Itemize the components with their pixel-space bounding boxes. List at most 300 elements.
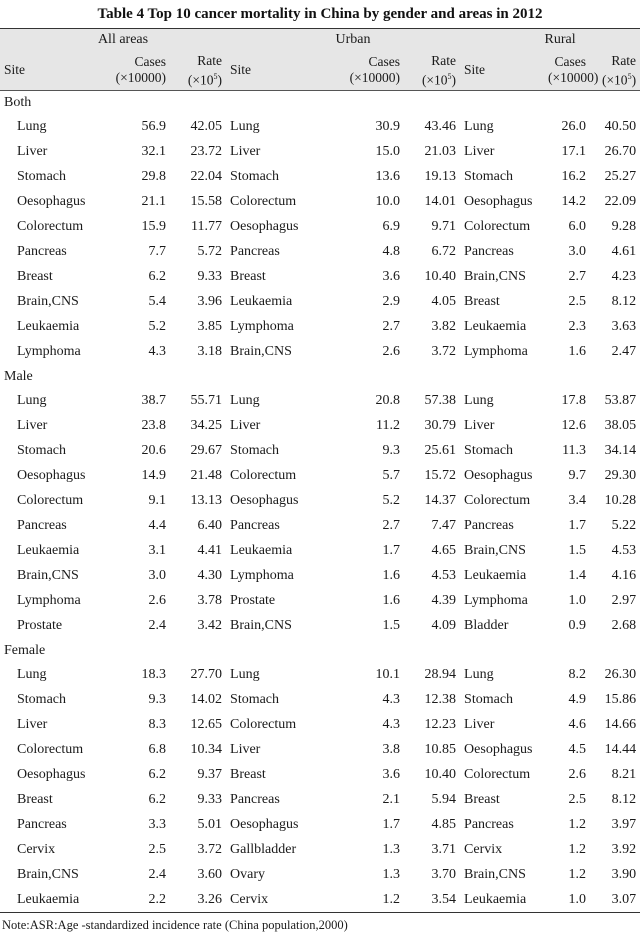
site-urban-cell: Oesophagus	[230, 817, 299, 832]
rate-unit-base: (×10	[601, 72, 628, 87]
cases-urban-cell: 2.6	[382, 344, 401, 359]
column-header-row	[0, 51, 640, 91]
rate-unit-end: )	[217, 72, 223, 87]
site-rural-cell: Oesophagus	[464, 468, 533, 483]
cases-urban-cell: 5.7	[382, 468, 401, 483]
rate-rural-cell: 5.22	[611, 518, 637, 533]
cases-all-cell: 21.1	[141, 194, 166, 209]
cases-urban-cell: 11.2	[376, 418, 401, 433]
site-urban-cell: Stomach	[230, 692, 280, 707]
table-row	[0, 589, 640, 614]
table-row	[0, 688, 640, 713]
site-rural-cell: Colorectum	[464, 767, 531, 782]
table-row	[0, 240, 640, 265]
table-row	[0, 813, 640, 838]
site-all-cell: Lymphoma	[17, 593, 81, 608]
cases-urban-cell: 1.3	[382, 842, 401, 857]
cases-header-rural	[548, 51, 599, 91]
rate-rural-cell: 14.66	[604, 717, 637, 732]
site-rural-cell: Bladder	[464, 618, 509, 633]
site-rural-cell: Stomach	[464, 692, 514, 707]
cases-all-cell: 2.4	[148, 618, 166, 633]
table-row	[0, 389, 640, 414]
site-rural-cell: Pancreas	[464, 244, 514, 259]
site-all-cell: Liver	[17, 144, 48, 159]
site-header-urban: Site	[226, 51, 326, 91]
table-row	[0, 340, 640, 365]
rate-urban-cell: 14.37	[424, 493, 457, 508]
rate-all-cell: 29.67	[190, 443, 223, 458]
group-header-rural: Rural	[460, 29, 640, 51]
rate-urban-cell: 4.65	[431, 543, 457, 558]
rate-urban-cell: 4.53	[431, 568, 457, 583]
cases-all-cell: 29.8	[141, 169, 166, 184]
rate-urban-cell: 19.13	[424, 169, 457, 184]
site-all-cell: Lung	[17, 119, 47, 134]
rate-all-cell: 3.18	[197, 344, 223, 359]
cases-rural-cell: 2.3	[568, 319, 587, 334]
rate-all-cell: 3.78	[197, 593, 223, 608]
rate-all-cell: 23.72	[190, 144, 223, 159]
table-note: Note:ASR:Age -standardized incidence rate (China population,2000)	[2, 918, 348, 932]
cases-rural-cell: 6.0	[568, 219, 587, 234]
site-all-cell: Lung	[17, 667, 47, 682]
site-rural-cell: Brain,CNS	[464, 543, 526, 558]
site-rural-cell: Liver	[464, 144, 495, 159]
cases-unit: (×10000)	[548, 70, 599, 86]
cases-rural-cell: 2.5	[568, 294, 587, 309]
cases-all-cell: 15.9	[141, 219, 166, 234]
site-all-cell: Leukaemia	[17, 543, 80, 558]
table-row	[0, 190, 640, 215]
table-row	[0, 115, 640, 140]
table-row	[0, 539, 640, 564]
site-all-cell: Colorectum	[17, 742, 84, 757]
rate-all-cell: 13.13	[190, 493, 223, 508]
rate-all-cell: 21.48	[190, 468, 223, 483]
site-rural-cell: Colorectum	[464, 493, 531, 508]
rate-rural-cell: 14.44	[604, 742, 637, 757]
site-urban-cell: Oesophagus	[230, 219, 299, 234]
cases-rural-cell: 2.6	[568, 767, 587, 782]
cases-urban-cell: 1.6	[382, 568, 401, 583]
cases-rural-cell: 3.4	[568, 493, 587, 508]
cases-urban-cell: 10.1	[375, 667, 401, 682]
cases-rural-cell: 1.2	[568, 842, 587, 857]
rate-rural-cell: 10.28	[604, 493, 637, 508]
site-urban-cell: Lung	[230, 667, 260, 682]
rate-urban-cell: 15.72	[424, 468, 457, 483]
table-row	[0, 888, 640, 913]
table-row	[0, 489, 640, 514]
site-all-cell: Oesophagus	[17, 194, 86, 209]
rate-urban-cell: 7.47	[431, 518, 457, 533]
rate-all-cell: 9.37	[197, 767, 223, 782]
rate-rural-cell: 29.30	[604, 468, 637, 483]
cases-rural-cell: 4.5	[568, 742, 587, 757]
rate-rural-cell: 25.27	[604, 169, 637, 184]
cases-rural-cell: 17.1	[561, 144, 587, 159]
site-all-cell: Colorectum	[17, 493, 84, 508]
rate-rural-cell: 8.21	[611, 767, 637, 782]
site-urban-cell: Prostate	[230, 593, 276, 608]
rate-urban-cell: 3.70	[431, 867, 457, 882]
rate-all-cell: 3.60	[197, 867, 223, 882]
rate-urban-cell: 12.23	[424, 717, 457, 732]
site-all-cell: Pancreas	[17, 244, 67, 259]
site-urban-cell: Liver	[230, 742, 261, 757]
site-rural-cell: Colorectum	[464, 219, 531, 234]
rate-urban-cell: 25.61	[424, 443, 457, 458]
rate-rural-cell: 38.05	[604, 418, 637, 433]
site-all-cell: Colorectum	[17, 219, 84, 234]
cases-urban-cell: 2.7	[382, 518, 401, 533]
site-rural-cell: Stomach	[464, 169, 514, 184]
rate-rural-cell: 15.86	[604, 692, 637, 707]
rate-unit-end: )	[451, 72, 457, 87]
site-all-cell: Stomach	[17, 692, 66, 707]
cases-urban-cell: 1.7	[382, 543, 401, 558]
cases-all-cell: 6.2	[148, 767, 166, 782]
cases-urban-cell: 20.8	[375, 393, 401, 408]
rate-all-cell: 4.30	[197, 568, 223, 583]
table-title: Table 4 Top 10 cancer mortality in China by gender and areas in 2012	[97, 6, 543, 22]
site-urban-cell: Leukaemia	[230, 543, 293, 558]
cases-rural-cell: 14.2	[561, 194, 587, 209]
cases-urban-cell: 1.3	[382, 867, 401, 882]
cases-all-cell: 3.0	[148, 568, 166, 583]
rate-header-urban	[404, 51, 460, 91]
cases-all-cell: 20.6	[141, 443, 166, 458]
rate-all-cell: 14.02	[190, 692, 223, 707]
site-rural-cell: Liver	[464, 717, 495, 732]
rate-rural-cell: 3.07	[590, 888, 640, 913]
rate-rural-cell: 9.28	[611, 219, 637, 234]
cases-all-cell: 32.1	[141, 144, 166, 159]
cases-rural-cell: 11.3	[562, 443, 587, 458]
cases-rural-cell: 17.8	[561, 393, 587, 408]
rate-rural-cell: 53.87	[604, 393, 637, 408]
cases-label: Cases	[134, 54, 166, 70]
rate-rural-cell: 4.61	[611, 244, 637, 259]
table-row	[0, 439, 640, 464]
site-urban-cell: Breast	[230, 767, 266, 782]
site-all-cell: Cervix	[17, 842, 56, 857]
cases-all-cell: 23.8	[141, 418, 166, 433]
table-row	[0, 788, 640, 813]
cases-urban-cell: 9.3	[382, 443, 401, 458]
rate-rural-cell: 3.63	[611, 319, 637, 334]
group-header-all-areas: All areas	[0, 29, 226, 51]
cases-label: Cases	[368, 54, 401, 70]
cases-rural-cell: 1.5	[568, 543, 587, 558]
cases-all-cell: 3.3	[148, 817, 166, 832]
rate-unit-exponent: 5	[213, 71, 218, 81]
site-all-cell: Leukaemia	[0, 888, 100, 913]
rate-all-cell: 34.25	[190, 418, 223, 433]
cases-all-cell: 3.1	[148, 543, 166, 558]
site-rural-cell: Brain,CNS	[464, 269, 526, 284]
cases-urban-cell: 30.9	[375, 119, 401, 134]
site-rural-cell: Lung	[464, 393, 494, 408]
cases-rural-cell: 1.6	[568, 344, 587, 359]
rate-unit-exponent: 5	[627, 71, 632, 81]
cases-urban-cell: 3.6	[382, 269, 401, 284]
cases-all-cell: 5.4	[148, 294, 166, 309]
rate-all-cell: 6.40	[197, 518, 223, 533]
cases-all-cell: 5.2	[148, 319, 166, 334]
site-rural-cell: Leukaemia	[464, 568, 527, 583]
cases-rural-cell: 1.0	[548, 888, 590, 913]
cases-urban-cell: 15.0	[375, 144, 401, 159]
rate-all-cell: 27.70	[190, 667, 223, 682]
rate-rural-cell: 40.50	[604, 119, 637, 134]
site-rural-cell: Cervix	[464, 842, 503, 857]
rate-rural-cell: 2.97	[611, 593, 637, 608]
site-urban-cell: Leukaemia	[230, 294, 293, 309]
site-header-all-areas: Site	[0, 51, 100, 91]
rate-label: Rate	[431, 52, 457, 68]
site-all-cell: Oesophagus	[17, 767, 86, 782]
site-rural-cell: Lung	[464, 667, 494, 682]
cases-rural-cell: 3.0	[568, 244, 587, 259]
cases-urban-cell: 6.9	[382, 219, 401, 234]
group-header-urban: Urban	[226, 29, 460, 51]
cases-all-cell: 4.4	[148, 518, 166, 533]
cases-rural-cell: 1.7	[568, 518, 587, 533]
rate-unit-end: )	[631, 72, 637, 87]
cases-urban-cell: 1.6	[382, 593, 401, 608]
cases-urban-cell: 5.2	[382, 493, 401, 508]
table-row	[0, 738, 640, 763]
cases-rural-cell: 4.6	[568, 717, 587, 732]
rate-urban-cell: 9.71	[431, 219, 457, 234]
site-urban-cell: Lymphoma	[230, 319, 294, 334]
rate-urban-cell: 30.79	[424, 418, 457, 433]
section-label: Female	[4, 642, 46, 658]
rate-all-cell: 9.33	[197, 269, 223, 284]
cases-all-cell: 2.6	[148, 593, 166, 608]
site-all-cell: Liver	[17, 717, 48, 732]
rate-all-cell: 42.05	[190, 119, 223, 134]
rate-urban-cell: 4.05	[431, 294, 457, 309]
site-all-cell: Oesophagus	[17, 468, 86, 483]
cases-all-cell: 9.3	[148, 692, 166, 707]
section-row-both	[0, 91, 640, 115]
site-rural-cell: Pancreas	[464, 817, 514, 832]
rate-rural-cell: 3.92	[611, 842, 637, 857]
rate-urban-cell: 3.71	[431, 842, 457, 857]
site-urban-cell: Liver	[230, 418, 261, 433]
site-urban-cell: Liver	[230, 144, 261, 159]
site-urban-cell: Stomach	[230, 443, 280, 458]
rate-urban-cell: 21.03	[424, 144, 457, 159]
site-all-cell: Stomach	[17, 443, 66, 458]
cases-unit: (×10000)	[115, 70, 166, 86]
cases-urban-cell: 13.6	[375, 169, 401, 184]
table-row	[0, 464, 640, 489]
cases-urban-cell: 3.8	[382, 742, 401, 757]
cases-all-cell: 18.3	[141, 667, 166, 682]
table-row	[0, 290, 640, 315]
rate-urban-cell: 3.72	[431, 344, 457, 359]
rate-urban-cell: 10.40	[424, 767, 457, 782]
cases-urban-cell: 2.9	[382, 294, 401, 309]
cases-all-cell: 9.1	[148, 493, 166, 508]
rate-header-all-areas	[170, 51, 226, 91]
cases-all-cell: 2.4	[148, 867, 166, 882]
rate-rural-cell: 4.16	[611, 568, 637, 583]
site-urban-cell: Colorectum	[230, 468, 297, 483]
site-all-cell: Lung	[17, 393, 47, 408]
rate-unit-base: (×10	[187, 72, 214, 87]
table-row	[0, 763, 640, 788]
cases-all-cell: 6.2	[148, 269, 166, 284]
cases-rural-cell: 2.7	[568, 269, 587, 284]
table-row	[0, 564, 640, 589]
rate-rural-cell: 22.09	[604, 194, 637, 209]
rate-urban-cell: 6.72	[431, 244, 457, 259]
rate-all-cell: 15.58	[190, 194, 223, 209]
rate-urban-cell: 10.40	[424, 269, 457, 284]
rate-urban-cell: 12.38	[424, 692, 457, 707]
rate-all-cell: 4.41	[197, 543, 223, 558]
cases-urban-cell: 4.3	[382, 717, 401, 732]
rate-urban-cell: 14.01	[424, 194, 457, 209]
site-rural-cell: Leukaemia	[460, 888, 548, 913]
cases-rural-cell: 2.5	[568, 792, 587, 807]
site-urban-cell: Pancreas	[230, 244, 280, 259]
rate-rural-cell: 3.90	[611, 867, 637, 882]
cases-all-cell: 7.7	[148, 244, 166, 259]
cases-rural-cell: 0.9	[568, 618, 587, 633]
rate-rural-cell: 3.97	[611, 817, 637, 832]
rate-rural-cell: 8.12	[611, 792, 637, 807]
table-row	[0, 713, 640, 738]
site-urban-cell: Ovary	[230, 867, 266, 882]
rate-urban-cell: 4.39	[431, 593, 457, 608]
site-all-cell: Breast	[17, 792, 53, 807]
rate-all-cell: 55.71	[190, 393, 223, 408]
section-row-male	[0, 365, 640, 389]
cases-all-cell: 2.5	[148, 842, 166, 857]
site-all-cell: Liver	[17, 418, 48, 433]
site-urban-cell: Pancreas	[230, 518, 280, 533]
rate-all-cell: 12.65	[190, 717, 223, 732]
site-urban-cell: Pancreas	[230, 792, 280, 807]
cases-rural-cell: 26.0	[561, 119, 587, 134]
cases-unit: (×10000)	[349, 70, 401, 86]
group-header-row	[0, 29, 640, 51]
site-urban-cell: Lung	[230, 119, 260, 134]
cases-urban-cell: 2.7	[382, 319, 401, 334]
site-urban-cell: Brain,CNS	[230, 618, 292, 633]
rate-rural-cell: 4.23	[611, 269, 637, 284]
rate-urban-cell: 3.54	[404, 888, 460, 913]
site-urban-cell: Breast	[230, 269, 266, 284]
cases-header-urban	[326, 51, 404, 91]
rate-all-cell: 11.77	[191, 219, 223, 234]
site-urban-cell: Cervix	[226, 888, 326, 913]
site-rural-cell: Lymphoma	[464, 344, 528, 359]
cases-header-all-areas	[100, 51, 170, 91]
cases-rural-cell: 1.0	[568, 593, 587, 608]
rate-unit-base: (×10	[421, 72, 448, 87]
table-row	[0, 215, 640, 240]
cases-rural-cell: 8.2	[568, 667, 587, 682]
site-all-cell: Prostate	[17, 618, 63, 633]
cases-all-cell: 8.3	[148, 717, 166, 732]
cases-urban-cell: 10.0	[375, 194, 401, 209]
section-row-female	[0, 639, 640, 663]
table-row	[0, 614, 640, 639]
site-rural-cell: Lung	[464, 119, 494, 134]
rate-rural-cell: 34.14	[604, 443, 637, 458]
site-rural-cell: Pancreas	[464, 518, 514, 533]
site-all-cell: Brain,CNS	[17, 568, 79, 583]
rate-all-cell: 5.72	[197, 244, 223, 259]
rate-rural-cell: 2.47	[611, 344, 637, 359]
rate-all-cell: 3.96	[197, 294, 223, 309]
rate-all-cell: 10.34	[190, 742, 223, 757]
rate-all-cell: 9.33	[197, 792, 223, 807]
site-rural-cell: Lymphoma	[464, 593, 528, 608]
rate-all-cell: 3.26	[170, 888, 226, 913]
rate-rural-cell: 26.70	[604, 144, 637, 159]
cases-urban-cell: 3.6	[382, 767, 401, 782]
cases-all-cell: 56.9	[141, 119, 166, 134]
site-urban-cell: Brain,CNS	[230, 344, 292, 359]
rate-all-cell: 22.04	[190, 169, 223, 184]
table-row	[0, 863, 640, 888]
section-label: Both	[4, 94, 32, 110]
rate-all-cell: 5.01	[197, 817, 223, 832]
site-rural-cell: Brain,CNS	[464, 867, 526, 882]
rate-rural-cell: 26.30	[604, 667, 637, 682]
site-urban-cell: Colorectum	[230, 194, 297, 209]
table-row	[0, 838, 640, 863]
cases-urban-cell: 4.3	[382, 692, 401, 707]
rate-urban-cell: 28.94	[424, 667, 457, 682]
rate-urban-cell: 57.38	[424, 393, 457, 408]
table-row	[0, 315, 640, 340]
site-all-cell: Pancreas	[17, 817, 67, 832]
rate-urban-cell: 4.09	[431, 618, 457, 633]
rate-rural-cell: 4.53	[611, 543, 637, 558]
site-rural-cell: Oesophagus	[464, 742, 533, 757]
cases-label: Cases	[554, 54, 587, 70]
cases-rural-cell: 1.4	[568, 568, 587, 583]
site-rural-cell: Liver	[464, 418, 495, 433]
cases-all-cell: 2.2	[100, 888, 170, 913]
site-rural-cell: Stomach	[464, 443, 514, 458]
table-row	[0, 265, 640, 290]
table-row	[0, 140, 640, 165]
site-rural-cell: Breast	[464, 792, 500, 807]
cases-all-cell: 6.2	[148, 792, 166, 807]
site-urban-cell: Lymphoma	[230, 568, 294, 583]
table-row	[0, 663, 640, 688]
table-body	[0, 91, 640, 913]
cases-urban-cell: 1.7	[382, 817, 401, 832]
rate-urban-cell: 5.94	[431, 792, 457, 807]
rate-all-cell: 3.85	[197, 319, 223, 334]
cases-all-cell: 38.7	[141, 393, 166, 408]
site-urban-cell: Lung	[230, 393, 260, 408]
rate-rural-cell: 8.12	[611, 294, 637, 309]
table-row	[0, 165, 640, 190]
site-all-cell: Brain,CNS	[17, 867, 79, 882]
